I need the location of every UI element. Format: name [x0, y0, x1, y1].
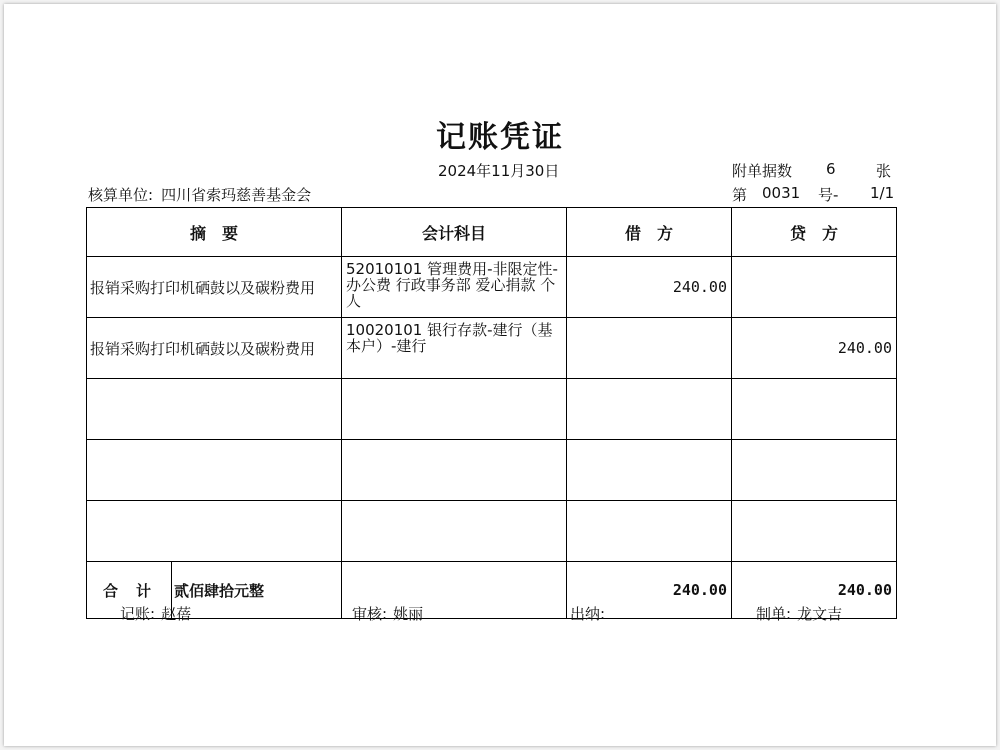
total-amount-words: 贰佰肆拾元整 — [174, 581, 265, 600]
attachments-count: 6 — [826, 160, 836, 178]
voucher-title: 记账凭证 — [436, 120, 564, 155]
entry-summary: 报销采购打印机硒鼓以及碳粉费用 — [87, 257, 342, 318]
accounting-unit-name: 四川省索玛慈善基金会 — [161, 186, 312, 204]
footer-preparer — [756, 603, 842, 624]
total-credit: 240.00 — [732, 562, 897, 619]
preparer-label: 制单: — [756, 605, 792, 623]
bookkeeper-label: 记账: — [120, 605, 156, 623]
entry-account — [342, 440, 567, 501]
header-account: 会计科目 — [342, 208, 567, 257]
table-row — [87, 440, 897, 501]
total-label: 合计 — [87, 562, 172, 618]
accounting-unit — [88, 184, 311, 205]
voucher-no-suffix: 号- — [818, 186, 839, 204]
attachments-unit: 张 — [876, 162, 892, 180]
entry-account: 10020101 银行存款-建行（基本户）-建行 — [342, 318, 567, 379]
cashier-label: 出纳: — [570, 605, 606, 623]
entry-summary — [87, 501, 342, 562]
table-row — [87, 501, 897, 562]
entry-credit — [732, 379, 897, 440]
entry-debit — [567, 501, 732, 562]
table-row — [87, 318, 897, 379]
entry-summary — [87, 379, 342, 440]
entry-debit — [567, 440, 732, 501]
header-debit: 借 方 — [567, 208, 732, 257]
entry-debit: 240.00 — [567, 257, 732, 318]
voucher-date: 2024年11月30日 — [438, 162, 560, 180]
voucher-header-row — [87, 208, 897, 257]
entry-credit — [732, 440, 897, 501]
entry-credit: 240.00 — [732, 318, 897, 379]
attachments-label: 附单据数 — [732, 162, 793, 180]
reviewer-name: 姚丽 — [393, 605, 424, 623]
preparer-name: 龙文吉 — [797, 605, 843, 623]
voucher-page: 1/1 — [870, 184, 895, 202]
entry-debit — [567, 318, 732, 379]
entry-summary — [87, 440, 342, 501]
accounting-unit-label: 核算单位: — [88, 186, 154, 204]
header-credit: 贷 方 — [732, 208, 897, 257]
table-row — [87, 379, 897, 440]
header-summary: 摘 要 — [87, 208, 342, 257]
reviewer-label: 审核: — [352, 605, 388, 623]
footer-reviewer — [352, 603, 423, 624]
bookkeeper-name: 赵蓓 — [161, 605, 192, 623]
entry-account — [342, 379, 567, 440]
footer-cashier — [570, 603, 605, 624]
entry-account: 52010101 管理费用-非限定性-办公费 行政事务部 爱心捐款 个人 — [342, 257, 567, 318]
entry-summary: 报销采购打印机硒鼓以及碳粉费用 — [87, 318, 342, 379]
voucher-no-label: 第 — [732, 186, 748, 204]
entry-credit — [732, 257, 897, 318]
entry-credit — [732, 501, 897, 562]
voucher-table — [86, 207, 897, 619]
table-row — [87, 257, 897, 318]
entry-debit — [567, 379, 732, 440]
footer-bookkeeper — [120, 603, 191, 624]
total-debit: 240.00 — [567, 562, 732, 619]
voucher-no-value: 0031 — [762, 184, 801, 202]
entry-account — [342, 501, 567, 562]
